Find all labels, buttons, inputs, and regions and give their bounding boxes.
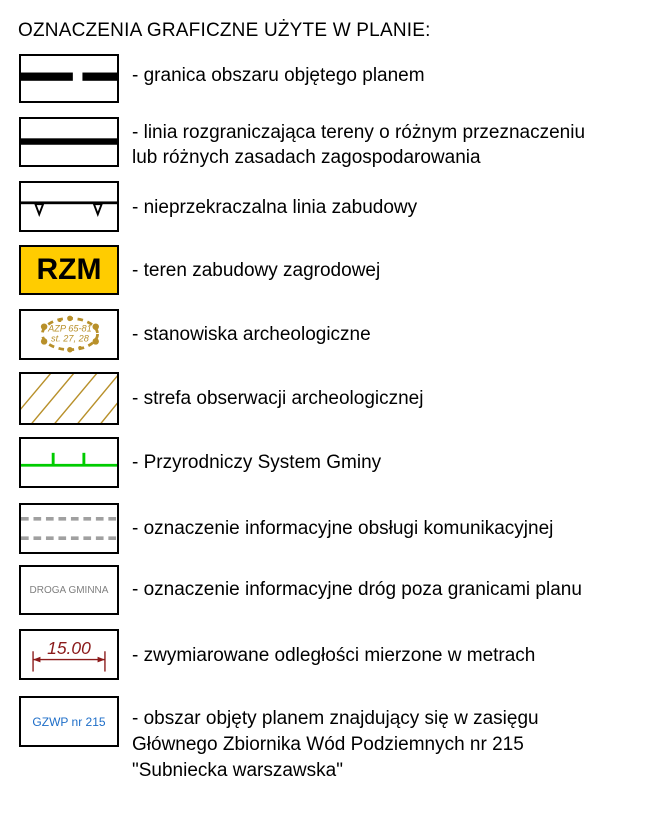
- archaeology-site-icon: [21, 311, 117, 358]
- legend-desc-nature-system: - Przyrodniczy System Gminy: [132, 452, 382, 473]
- dimension-value: 15.00: [47, 638, 91, 659]
- legend-desc-gzwp-2: Głównego Zbiornika Wód Podziemnych nr 215: [132, 734, 524, 755]
- legend-desc-road-service: - oznaczenie informacyjne obsługi komunikacyjnej: [132, 518, 554, 539]
- rzm-label: RZM: [36, 253, 102, 286]
- legend-desc-building-line: - nieprzekraczalna linia zabudowy: [132, 197, 418, 218]
- dimension-symbol: [19, 629, 119, 680]
- legend-desc-dividing-line-1: - linia rozgraniczająca tereny o różnym przeznaczeniu: [132, 122, 586, 143]
- archaeology-label-line1: AZP 65-81: [48, 323, 92, 334]
- boundary-line-symbol: [19, 54, 119, 103]
- archaeology-zone-symbol: [19, 372, 119, 425]
- legend-title: OZNACZENIA GRAFICZNE UŻYTE W PLANIE:: [18, 20, 431, 41]
- building-line-symbol: [19, 181, 119, 232]
- legend-desc-rzm: - teren zabudowy zagrodowej: [132, 260, 381, 281]
- rzm-symbol: [19, 245, 119, 295]
- archaeology-site-symbol: [19, 309, 119, 360]
- legend-desc-dimension: - zwymiarowane odległości mierzone w metrach: [132, 645, 536, 666]
- gzwp-label: GZWP nr 215: [32, 714, 106, 729]
- legend-desc-gzwp-3: "Subniecka warszawska": [132, 760, 343, 781]
- legend-desc-dividing-line-2: lub różnych zasadach zagospodarowania: [132, 147, 481, 168]
- legend-desc-archaeology-zone: - strefa obserwacji archeologicznej: [132, 388, 424, 409]
- legend-desc-archaeology-site: - stanowiska archeologiczne: [132, 324, 371, 345]
- droga-gminna-label: DROGA GMINNA: [29, 584, 109, 596]
- nature-system-symbol: [19, 437, 119, 488]
- archaeology-label-line2: st. 27, 28: [50, 333, 89, 344]
- gzwp-symbol: [19, 696, 119, 747]
- road-label-symbol: [19, 565, 119, 615]
- legend-desc-road-outside: - oznaczenie informacyjne dróg poza granicami planu: [132, 579, 582, 600]
- dividing-line-symbol: [19, 117, 119, 167]
- legend-desc-boundary: - granica obszaru objętego planem: [132, 65, 425, 86]
- legend-desc-gzwp-1: - obszar objęty planem znajdujący się w zasięgu: [132, 708, 539, 729]
- road-service-symbol: [19, 503, 119, 554]
